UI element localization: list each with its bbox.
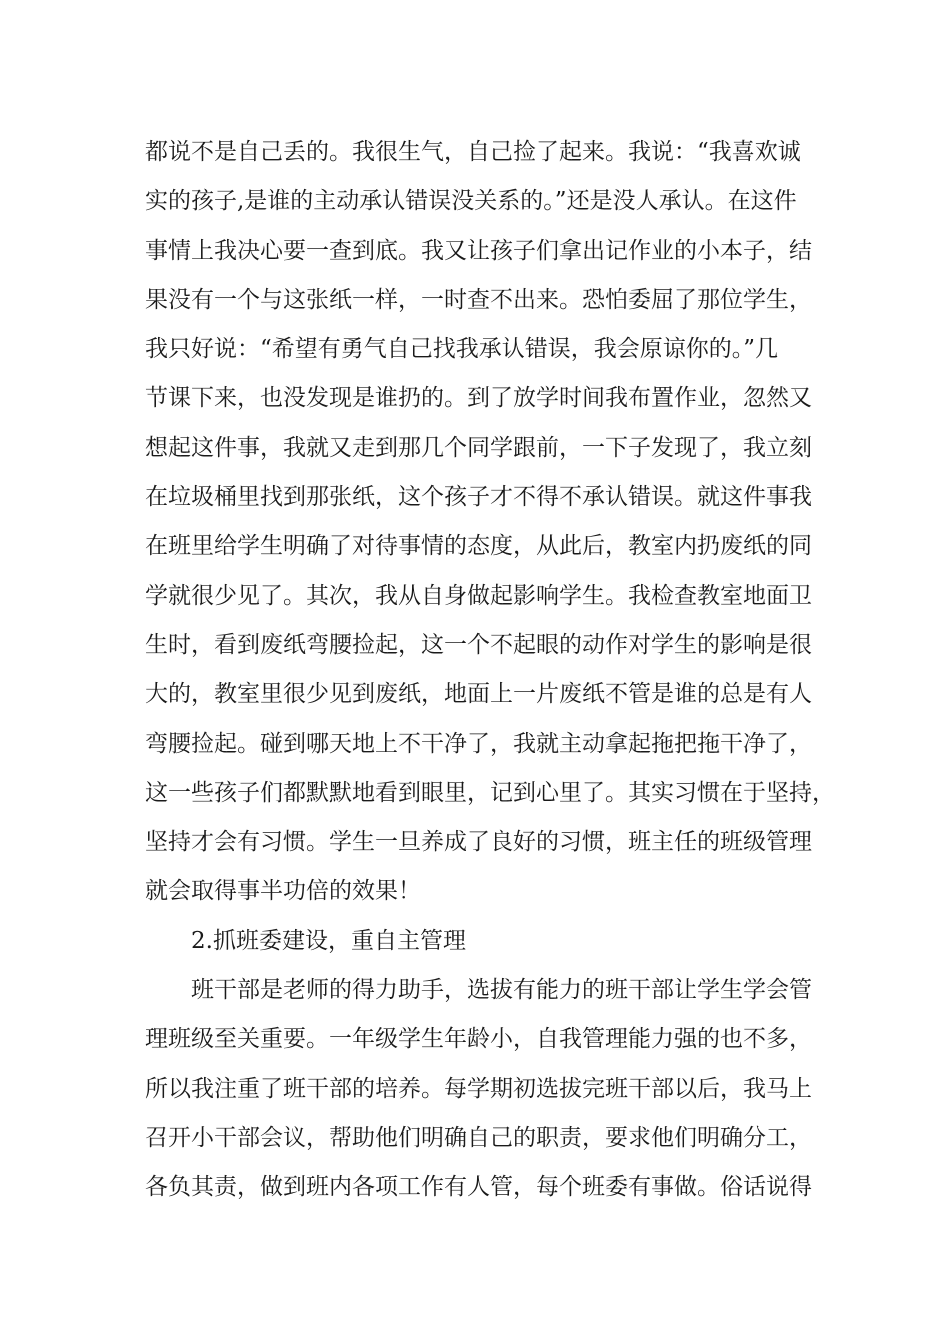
- text-line: 学就很少见了。其次，我从自身做起影响学生。我检查教室地面卫: [145, 582, 812, 609]
- text-line: 果没有一个与这张纸一样，一时查不出来。恐怕委屈了那位学生，: [145, 286, 812, 313]
- text-line: 这一些孩子们都默默地看到眼里，记到心里了。其实习惯在于坚持，: [145, 779, 835, 806]
- text-line: 在班里给学生明确了对待事情的态度，从此后，教室内扔废纸的同: [145, 533, 812, 560]
- section-heading: 2.抓班委建设，重自主管理: [191, 927, 466, 954]
- text-line: 事情上我决心要一查到底。我又让孩子们拿出记作业的小本子，结: [145, 237, 812, 264]
- text-line: 所以我注重了班干部的培养。每学期初选拔完班干部以后，我马上: [145, 1075, 812, 1102]
- text-line: 就会取得事半功倍的效果！: [145, 878, 421, 905]
- text-line: 都说不是自己丢的。我很生气，自己捡了起来。我说：“我喜欢诚: [145, 139, 801, 165]
- text-line: 大的，教室里很少见到废纸，地面上一片废纸不管是谁的总是有人: [145, 681, 812, 708]
- text-line: 各负其责，做到班内各项工作有人管，每个班委有事做。俗话说得: [145, 1174, 812, 1201]
- body-text: [145, 128, 835, 1213]
- text-line: 我只好说：“希望有勇气自己找我承认错误，我会原谅你的。”几: [145, 336, 779, 363]
- text-line: 坚持才会有习惯。学生一旦养成了良好的习惯，班主任的班级管理: [145, 829, 812, 856]
- text-line: 班干部是老师的得力助手，选拔有能力的班干部让学生学会管: [191, 977, 812, 1004]
- text-line: 生时，看到废纸弯腰捡起，这一个不起眼的动作对学生的影响是很: [145, 631, 812, 658]
- text-line: 弯腰捡起。碰到哪天地上不干净了，我就主动拿起拖把拖干净了，: [145, 730, 812, 757]
- text-line: 召开小干部会议，帮助他们明确自己的职责，要求他们明确分工，: [145, 1124, 812, 1151]
- text-line: 在垃圾桶里找到那张纸，这个孩子才不得不承认错误。就这件事我: [145, 484, 812, 511]
- text-line: 理班级至关重要。一年级学生年龄小，自我管理能力强的也不多，: [145, 1026, 812, 1053]
- text-line: 实的孩子,是谁的主动承认错误没关系的。”还是没人承认。在这件: [145, 188, 797, 215]
- text-line: 节课下来，也没发现是谁扔的。到了放学时间我布置作业，忽然又: [145, 385, 812, 412]
- text-line: 想起这件事，我就又走到那几个同学跟前，一下子发现了，我立刻: [145, 434, 812, 461]
